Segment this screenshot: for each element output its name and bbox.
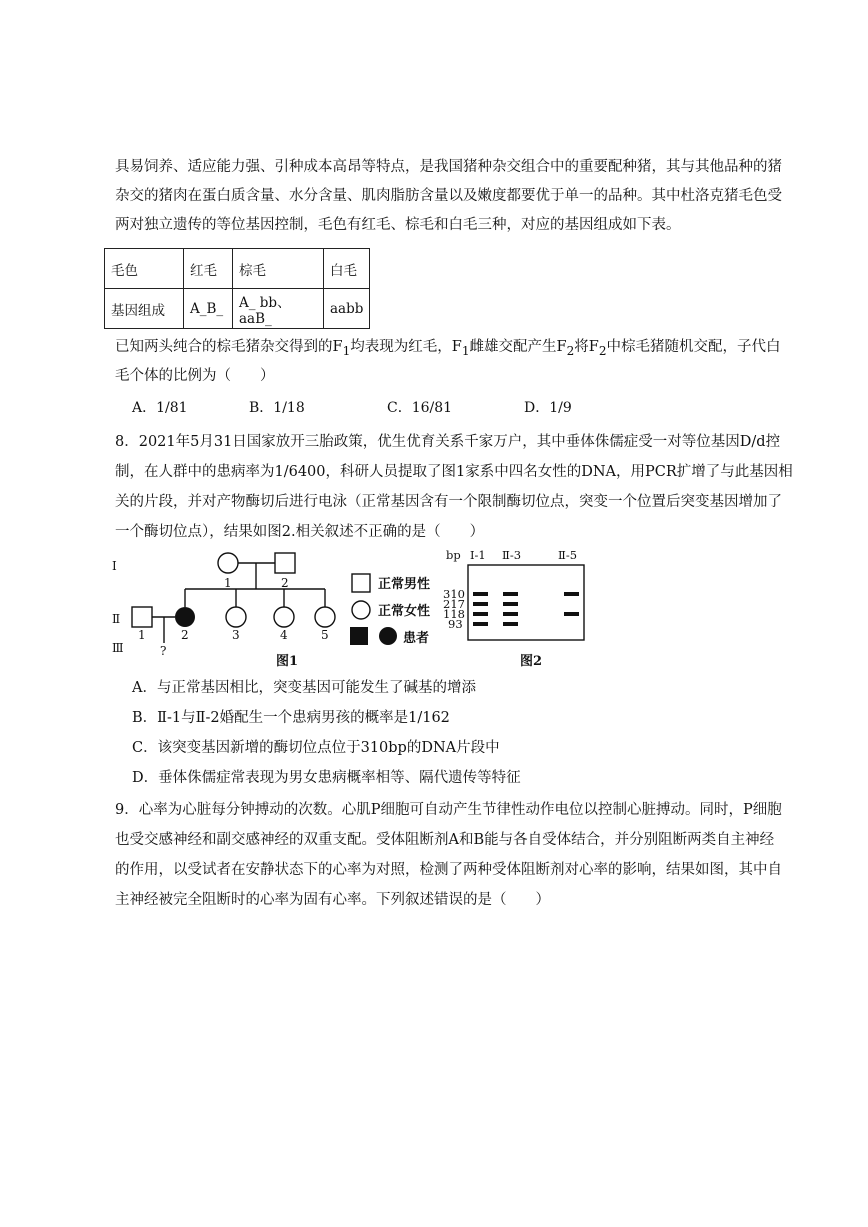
gen2-num: 3 [232,628,240,642]
electrophoresis-figure [440,545,600,670]
coat-color-table [104,248,370,329]
lane-label: Ⅱ-3 [502,548,522,562]
size-label: 217 [443,597,465,611]
q8-line-3: 关的片段，并对产物酶切后进行电泳（正常基因含有一个限制酶切位点，突变一个位置后突变基因增加了 [115,494,782,510]
table-row [105,249,370,289]
q7-option-a: A．1/81 [132,400,188,416]
pedigree-figure [100,545,450,670]
band [503,592,518,596]
band [564,592,579,596]
table-cell: 基因组成 [105,289,184,329]
table-cell: 棕毛 [233,249,324,289]
ii2-affected-female [175,607,195,627]
lane-label: Ⅰ-1 [470,548,486,562]
q8-option-a: A．与正常基因相比，突变基因可能发生了碱基的增添 [132,680,476,696]
gen2-num: 5 [321,628,329,642]
bp-label: bp [446,548,461,562]
q7-line-3: 两对独立遗传的等位基因控制，毛色有红毛、棕毛和白毛三种，对应的基因组成如下表。 [115,217,681,233]
gen1-num: 2 [281,576,289,590]
ii1-male [132,607,152,627]
table-cell: A_ bb、aaB_ [233,289,324,329]
table-cell: 红毛 [184,249,233,289]
table-cell: 白毛 [324,249,370,289]
figure-caption: 图2 [520,654,543,669]
q7-question-line-1: 已知两头纯合的棕毛猪杂交得到的$F_1$均表现为红毛，$F_1$雌雄交配产生$F_2$将$F_2$中棕毛猪随机交配，子代白 [115,339,781,358]
figure-caption: 图1 [276,654,299,669]
q7-option-b: B．1/18 [249,400,305,416]
q7-line-1: 具易饲养、适应能力强、引种成本高昂等特点，是我国猪种杂交组合中的重要配种猪，其与其他品种的猪 [115,159,782,175]
table-cell: A_B_ [184,289,233,329]
ii4-female [274,607,294,627]
q8-option-d: D．垂体侏儒症常表现为男女患病概率相等、隔代遗传等特征 [132,770,521,786]
legend-normal-male [352,574,370,592]
legend-label: 正常男性 [378,577,431,592]
band [473,602,488,606]
legend-label: 正常女性 [378,604,431,619]
lane-label: Ⅱ-5 [558,548,578,562]
band [473,622,488,626]
band [503,622,518,626]
q8-option-c: C．该突变基因新增的酶切位点位于310bp的DNA片段中 [132,740,500,756]
band [564,612,579,616]
ii3-female [226,607,246,627]
q7-option-c: C．16/81 [387,400,453,416]
gen2-num: 4 [280,628,288,642]
gen-label-iii: Ⅲ [112,641,124,655]
gen-label-ii: Ⅱ [112,612,121,626]
i2-male [275,553,295,573]
band [503,612,518,616]
legend-normal-female [352,601,370,619]
q8-line-1: 8．2021年5月31日国家放开三胎政策，优生优育关系千家万户，其中垂体侏儒症受一对等位基因D/d控 [115,434,781,450]
q9-line-2: 也受交感神经和副交感神经的双重支配。受体阻断剂A和B能与各自受体结合，并分别阻断两类自主神经 [115,832,775,848]
legend-affected-male [350,627,368,645]
q9-line-1: 9．心率为心脏每分钟搏动的次数。心肌P细胞可自动产生节律性动作电位以控制心脏搏动。同时，P细胞 [115,802,782,818]
legend-affected-female [379,627,397,645]
q7-line-2: 杂交的猪肉在蛋白质含量、水分含量、肌肉脂肪含量以及嫩度都要优于单一的品种。其中杜洛克猪毛色受 [115,188,782,204]
band [473,592,488,596]
gen2-num: 2 [181,628,189,642]
band [473,612,488,616]
q8-option-b: B．Ⅱ-1与Ⅱ-2婚配生一个患病男孩的概率是1/162 [132,710,450,726]
size-label: 310 [443,587,465,601]
legend-label: 患者 [403,631,430,646]
q7-option-d: D．1/9 [524,400,572,416]
gen3-unknown: ? [160,644,167,658]
ii5-female [315,607,335,627]
gen1-num: 1 [224,576,232,590]
band [503,602,518,606]
q7-question-line-2: 毛个体的比例为（ ） [115,368,275,384]
table-cell: 毛色 [105,249,184,289]
q9-line-4: 主神经被完全阻断时的心率为固有心率。下列叙述错误的是（ ） [115,892,550,908]
table-cell: aabb [324,289,370,329]
table-row [105,289,370,329]
size-label: 93 [448,617,463,631]
q9-line-3: 的作用，以受试者在安静状态下的心率为对照，检测了两种受体阻断剂对心率的影响，结果如图，其中自 [115,862,782,878]
q8-line-2: 制，在人群中的患病率为1/6400，科研人员提取了图1家系中四名女性的DNA，用PCR扩增了与此基因相 [115,464,793,480]
gen2-num: 1 [138,628,146,642]
q8-line-4: 一个酶切位点），结果如图2.相关叙述不正确的是（ ） [115,524,485,540]
size-label: 118 [443,607,465,621]
gen-label-i: Ⅰ [112,559,117,573]
i1-female [218,553,238,573]
